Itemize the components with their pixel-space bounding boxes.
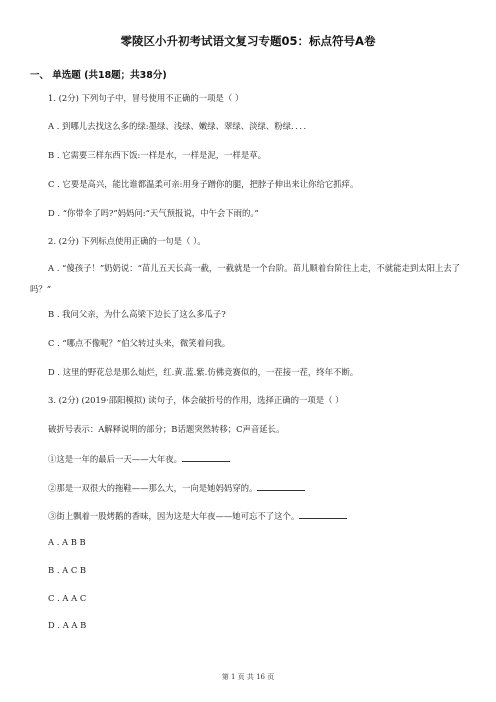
question-3-option-b: B . A C B [48,565,87,575]
sentence-3-text: ③街上飘着一股烤鹅的香味，因为这是大年夜——她可忘不了这个。 [48,511,300,521]
question-3-option-c: C . A A C [48,593,87,603]
question-3-legend: 破折号表示：A解释说明的部分；B话题突然转移；C声音延长。 [48,424,285,434]
question-1-option-c: C . 它要是高兴，能比谁都温柔可亲:用身子蹭你的腿，把脖子伸出来让你给它抓痒。 [48,179,359,189]
sentence-2-text: ②那是一双很大的拖鞋——那么大，一向是她妈妈穿的。 [48,483,258,493]
question-3-sentence-1 [48,452,230,465]
question-3-option-a: A . A B B [48,537,86,547]
question-2-option-c: C . “哪点不像呢？”伯父转过头来，微笑着问我。 [48,338,231,348]
question-1-option-a: A . 到哪儿去找这么多的绿:墨绿、浅绿、嫩绿、翠绿、淡绿、粉绿．．．． [48,121,312,131]
question-2-stem: 2. (2分) 下列标点使用正确的一句是（ ）。 [48,236,206,246]
sentence-1-text: ①这是一年的最后一天——大年夜。 [48,454,182,464]
question-2-option-d: D . 这里的野花总是那么灿烂，红.黄.蓝.紫.仿佛竞赛似的，一茬接一茬，终年不断。 [48,367,359,377]
section-heading: 一、 单选题 (共18题；共38分) [30,70,167,81]
question-3-stem: 3. (2分) (2019·邵阳模拟) 读句子，体会破折号的作用，选择正确的一项是（ ） [48,395,344,405]
question-3-option-d: D . A A B [48,620,87,630]
question-1-option-d: D . “你带伞了吗?”妈妈问:“天气预报说，中午会下雨的。” [48,208,259,218]
document-title: 零陵区小升初考试语文复习专题05：标点符号A卷 [120,34,376,48]
page-footer: 第 1 页 共 16 页 [221,673,275,681]
question-1-stem: 1. (2分) 下列句子中，冒号使用不正确的一项是（ ） [48,93,244,103]
answer-blank [257,481,305,491]
answer-blank [299,509,347,519]
answer-blank [182,452,230,462]
question-3-sentence-2 [48,481,305,494]
question-1-option-b: B . 它需要三样东西下饭:一样是水，一样是泥，一样是草。 [48,150,266,160]
question-3-sentence-3 [48,509,347,522]
question-2-option-a: A . “傻孩子！”奶奶说：“苗儿五天长高一截，一截就是一个台阶。苗儿顺着台阶往上走，不就能走到太阳上去了吗？” [30,263,461,294]
question-2-option-b: B . 我问父亲，为什么高梁下边长了这么多瓜子? [48,309,226,319]
